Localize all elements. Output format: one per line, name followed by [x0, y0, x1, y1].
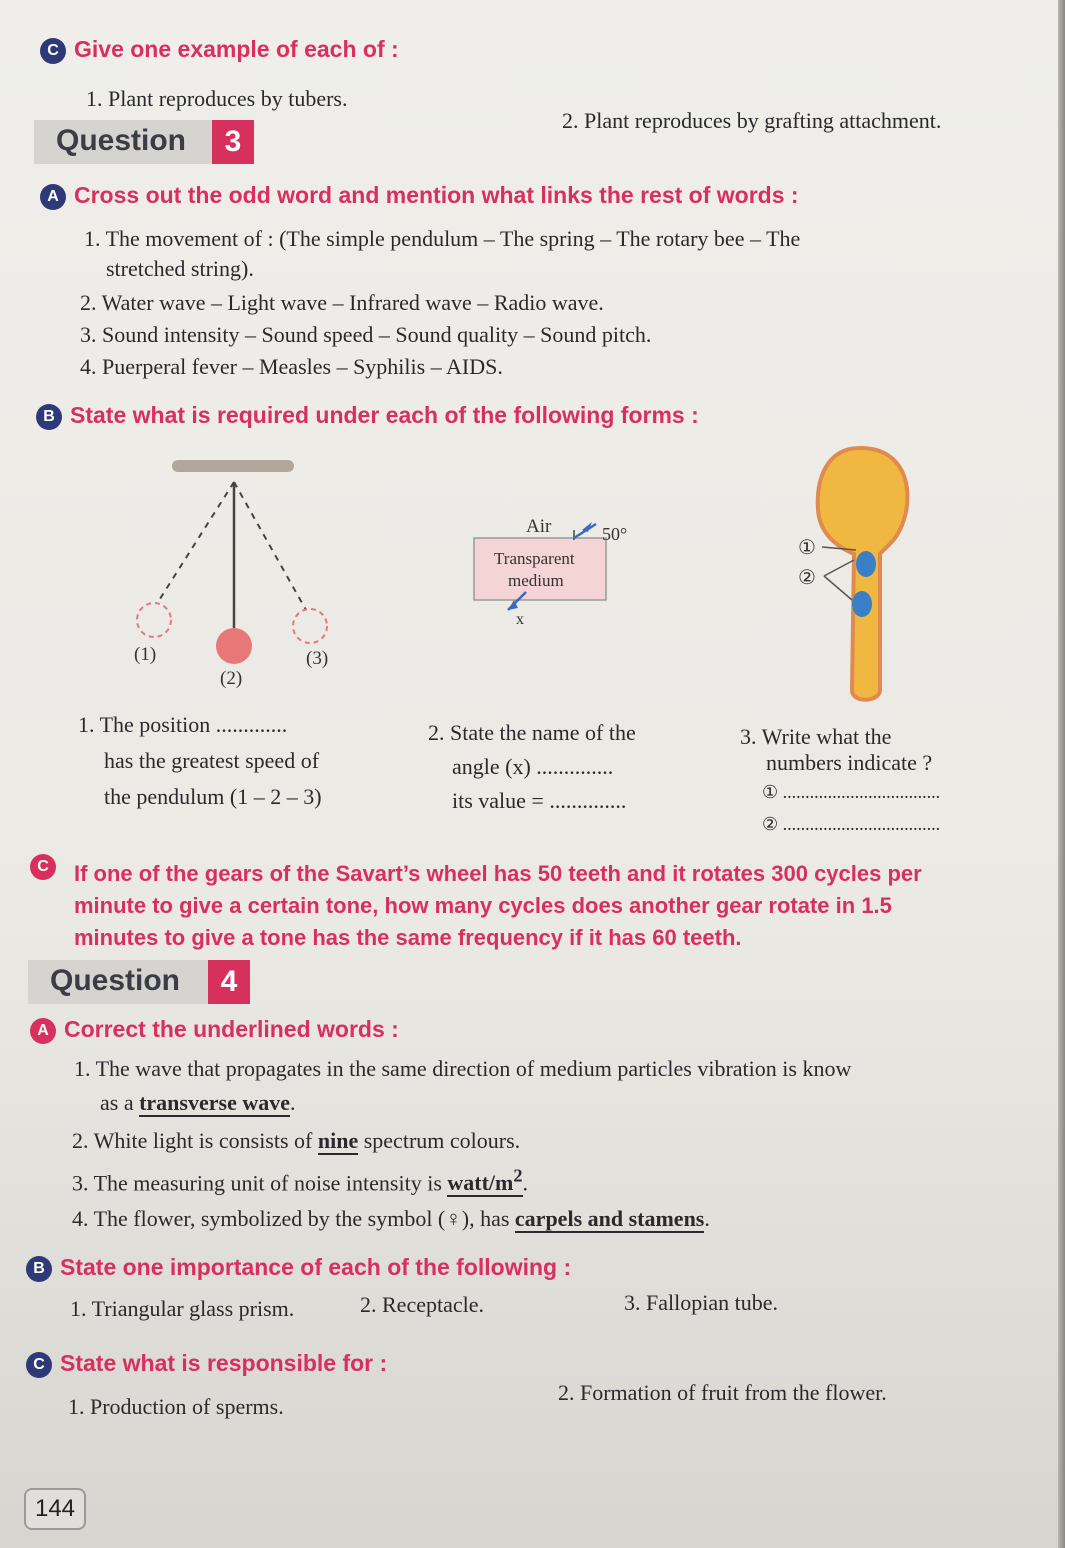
underlined-word: transverse wave [139, 1090, 290, 1115]
q4-c-heading-text: State what is responsible for : [60, 1350, 388, 1376]
section-c-heading-text: Give one example of each of : [74, 36, 399, 62]
q4-c-heading [26, 1350, 387, 1378]
odd-word-item-4: 4. Puerperal fever – Measles – Syphilis – AIDS. [80, 354, 503, 379]
section-badge-b: B [36, 404, 62, 430]
label-3: (3) [306, 648, 329, 669]
correct-item-1: 1. The wave that propagates in the same direction of medium particles vibration is know [74, 1056, 852, 1081]
refraction-figure [466, 506, 646, 636]
correct-item-3 [72, 1166, 528, 1196]
b-question-3-line-2: numbers indicate ? [766, 750, 933, 775]
q4-b-heading [26, 1254, 571, 1282]
q4-a-heading-text: Correct the underlined words : [64, 1016, 399, 1042]
b-question-2-line-3: its value = .............. [452, 788, 627, 813]
nucleus-1 [856, 551, 876, 577]
importance-item-1: 1. Triangular glass prism. [70, 1296, 295, 1321]
correct-item-2-prefix: 2. White light is consists of [72, 1128, 318, 1153]
medium-label-2: medium [508, 571, 564, 590]
book-edge [1058, 0, 1065, 1548]
section-badge-a: A [40, 184, 66, 210]
odd-word-item-3: 3. Sound intensity – Sound speed – Sound quality – Sound pitch. [80, 322, 652, 347]
pendulum-string-left [158, 482, 234, 602]
medium-label-1: Transparent [494, 549, 575, 568]
correct-item-3-suffix: . [522, 1170, 529, 1196]
q4-b-heading-text: State one importance of each of the following : [60, 1254, 572, 1280]
pendulum-position-1 [137, 603, 171, 637]
pointer-2a [824, 560, 854, 576]
correct-item-2 [72, 1128, 520, 1154]
responsible-item-2: 2. Formation of fruit from the flower. [558, 1380, 887, 1405]
question-number: 4 [208, 960, 250, 1004]
pendulum-position-3 [293, 609, 327, 643]
q3-c-problem [74, 858, 974, 954]
question-3-bar [34, 120, 254, 164]
section-c-heading [40, 36, 399, 64]
pendulum-figure [120, 450, 360, 700]
odd-word-item-1: 1. The movement of : (The simple pendulum – The spring – The rotary bee – The [84, 226, 801, 251]
example-item-2: 2. Plant reproduces by grafting attachment. [562, 108, 942, 133]
angle-x-label: x [516, 611, 524, 628]
q3-b-heading-text: State what is required under each of the following forms : [70, 402, 699, 428]
importance-item-2: 2. Receptacle. [360, 1292, 484, 1317]
q3-c-line-3: minutes to give a tone has the same frequency if it has 60 teeth. [74, 925, 742, 950]
q3-c-line-1: If one of the gears of the Savart’s wheel has 50 teeth and it rotates 300 cycles per [74, 861, 922, 886]
correct-item-3-prefix: 3. The measuring unit of noise intensity is [72, 1170, 448, 1196]
example-item-1: 1. Plant reproduces by tubers. [86, 86, 348, 111]
correct-item-2-suffix: spectrum colours. [358, 1128, 521, 1153]
underlined-word: carpels and stamens [514, 1206, 705, 1231]
pollen-grain-figure [790, 440, 930, 710]
question-label: Question [50, 964, 181, 997]
b-question-3-line-1: 3. Write what the [740, 724, 892, 749]
section-badge-b: B [26, 1256, 52, 1282]
b-question-2-line-2: angle (x) .............. [452, 754, 614, 779]
label-2: (2) [220, 668, 243, 689]
q3-c-line-2: minute to give a certain tone, how many cycles does another gear rotate in 1.5 [74, 893, 892, 918]
b-question-3-answer-2: ② ................................... [762, 814, 941, 834]
q3-c-badge-wrap [30, 854, 64, 880]
correct-item-4-prefix: 4. The flower, symbolized by the symbol (♀), has [72, 1206, 515, 1231]
label-1: (1) [134, 644, 157, 665]
section-badge-a: A [30, 1018, 56, 1044]
nucleus-2 [852, 591, 872, 617]
angle-label: 50° [602, 524, 628, 544]
pendulum-string-right [234, 482, 306, 610]
section-badge-c: C [30, 854, 56, 880]
underlined-unit [447, 1166, 523, 1197]
air-label: Air [526, 516, 552, 537]
q3-a-heading-text: Cross out the odd word and mention what links the rest of words : [74, 182, 799, 208]
number-1: ① [798, 535, 816, 559]
section-badge-c: C [40, 38, 66, 64]
number-2: ② [798, 565, 816, 589]
page-number: 144 [24, 1488, 86, 1530]
importance-item-3: 3. Fallopian tube. [624, 1290, 778, 1315]
transparent-medium-block [474, 538, 606, 600]
responsible-item-1: 1. Production of sperms. [68, 1394, 284, 1419]
b-question-2-line-1: 2. State the name of the [428, 720, 636, 745]
odd-word-item-1-cont: stretched string). [106, 256, 254, 281]
correct-item-1-prefix: as a [100, 1090, 140, 1115]
pendulum-support [172, 460, 294, 472]
b-question-1-line-2: has the greatest speed of [104, 748, 320, 773]
b-question-3-answer-1: ① ................................... [762, 782, 941, 802]
section-badge-c: C [26, 1352, 52, 1378]
question-label: Question [56, 124, 187, 157]
pendulum-bob [216, 628, 252, 664]
b-question-1-line-1: 1. The position ............. [78, 712, 288, 737]
correct-item-4-suffix: . [704, 1206, 710, 1231]
odd-word-item-2: 2. Water wave – Light wave – Infrared wave – Radio wave. [80, 290, 604, 315]
correct-item-4 [72, 1206, 710, 1232]
unit-text: watt/m [447, 1170, 514, 1196]
unit-exponent: 2 [513, 1166, 523, 1186]
question-number: 3 [212, 120, 254, 164]
q3-a-heading [40, 182, 799, 210]
b-question-1-line-3: the pendulum (1 – 2 – 3) [104, 784, 322, 809]
underlined-word: nine [317, 1128, 359, 1153]
q4-a-heading [30, 1016, 399, 1044]
q3-b-heading [36, 402, 699, 430]
question-4-bar [28, 960, 250, 1004]
pointer-2b [824, 576, 852, 600]
correct-item-1-suffix: . [290, 1090, 296, 1115]
correct-item-1-cont [100, 1090, 296, 1116]
